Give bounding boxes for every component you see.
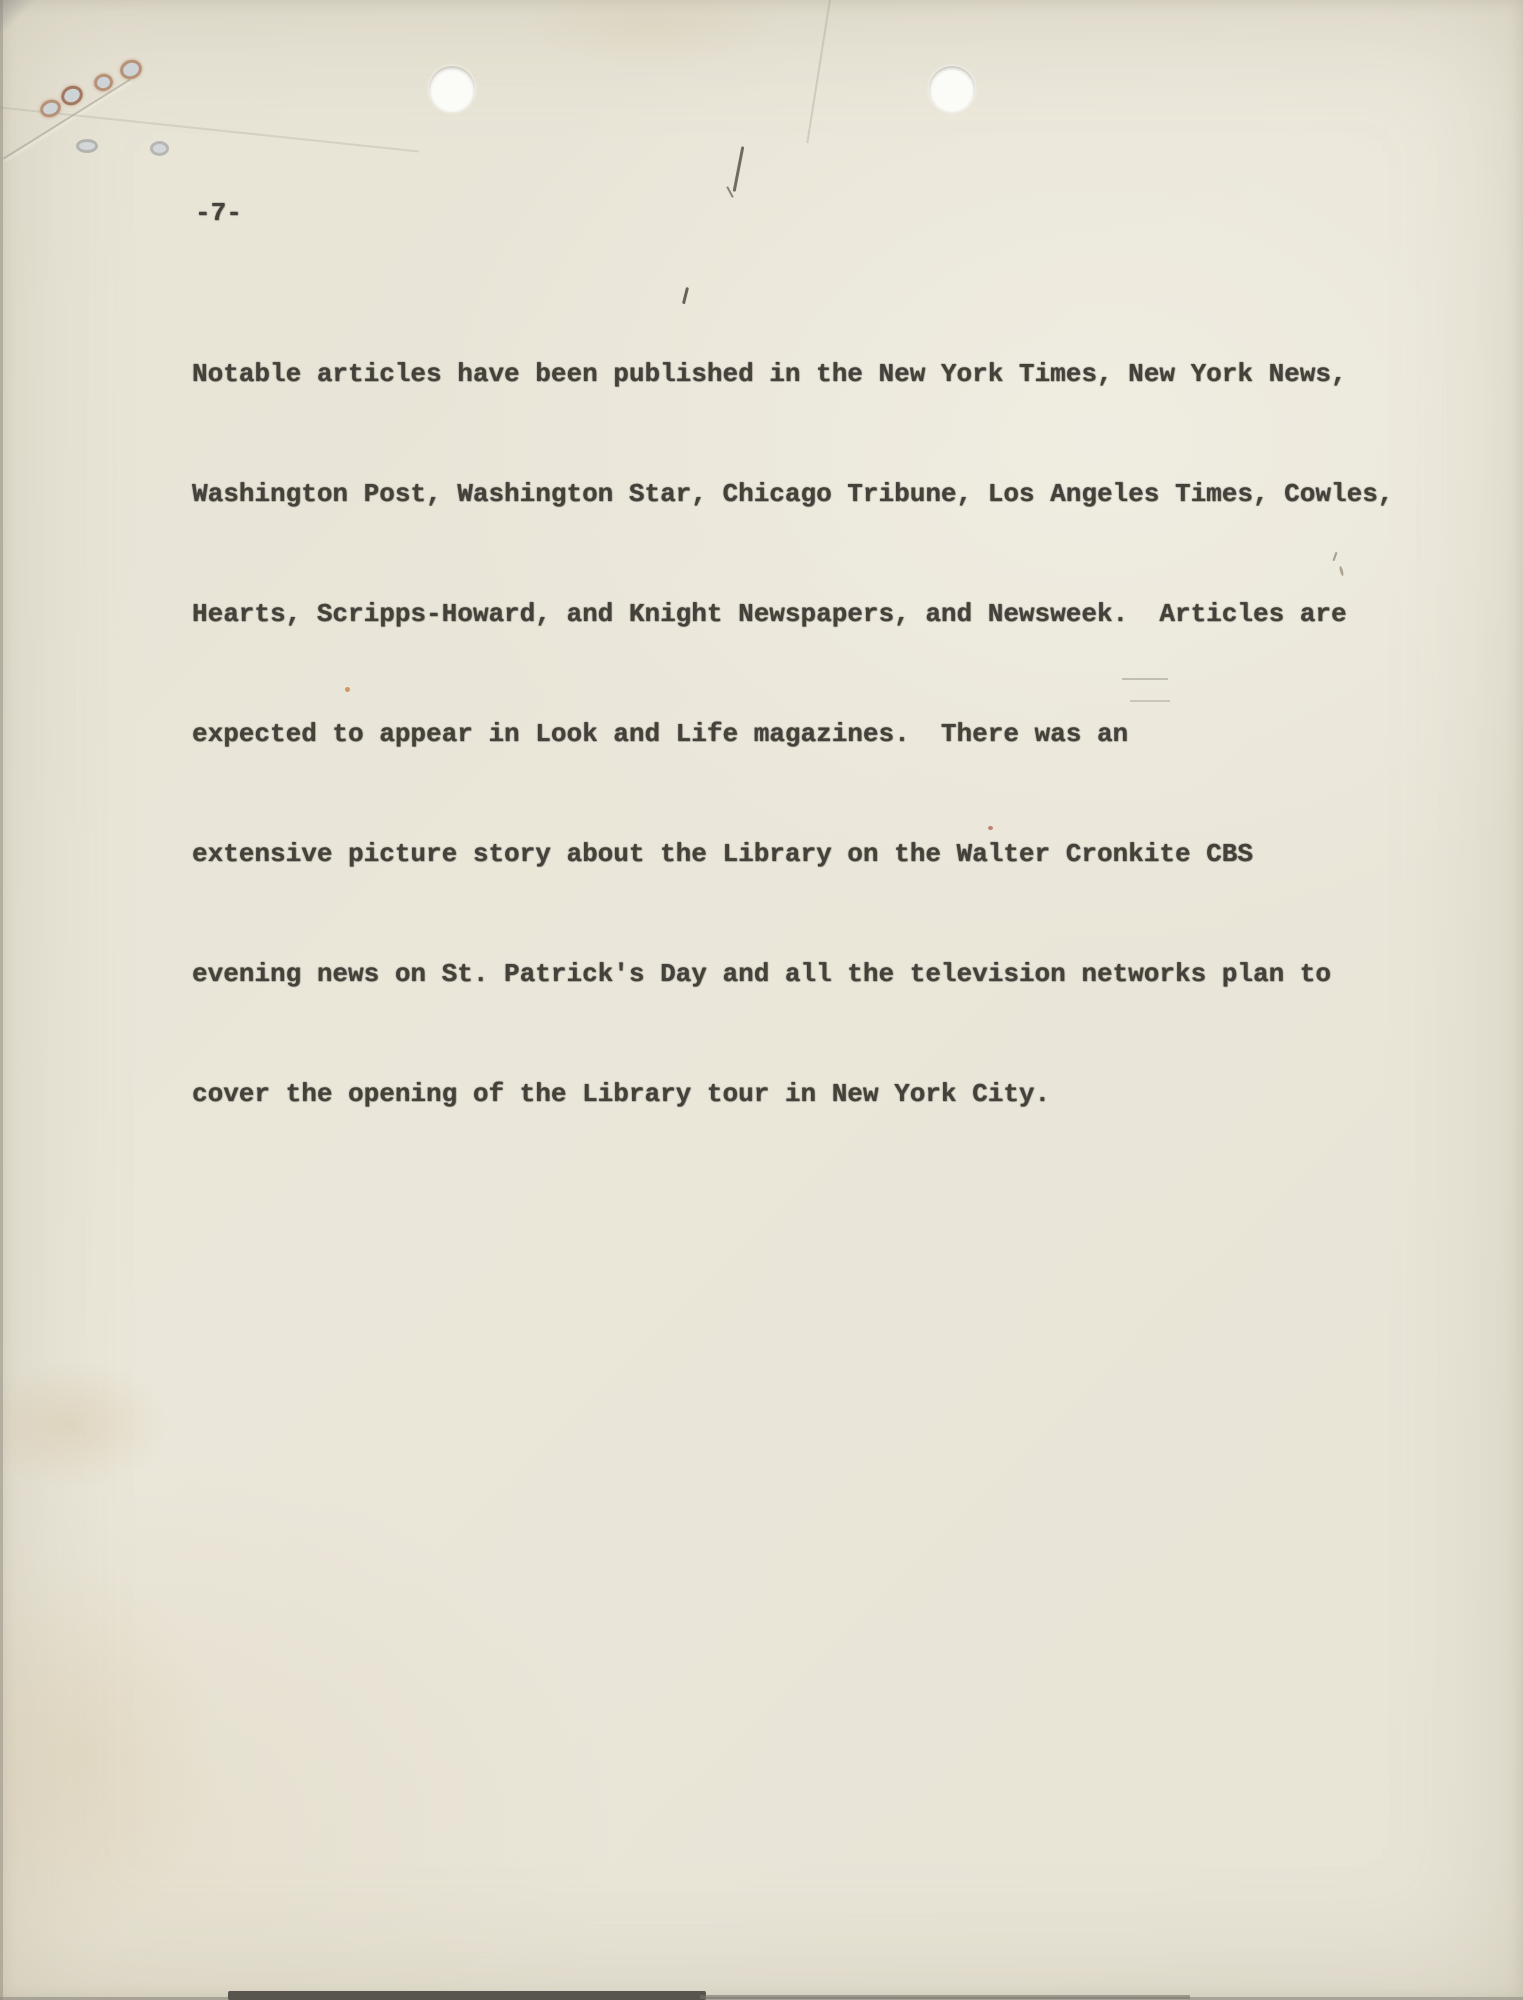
punch-hole-right bbox=[929, 66, 975, 112]
stain bbox=[0, 1360, 170, 1490]
scan-edge bbox=[700, 1995, 1190, 1999]
paragraph-line: expected to appear in Look and Life magazines. There was an bbox=[192, 719, 1129, 749]
scan-edge bbox=[228, 1991, 706, 2000]
staple-indent-mark bbox=[150, 141, 169, 156]
crease-line bbox=[806, 0, 831, 143]
paragraph-line: extensive picture story about the Library on the Walter Cronkite CBS bbox=[192, 839, 1253, 869]
paragraph-line: evening news on St. Patrick's Day and all the television networks plan to bbox=[192, 959, 1331, 989]
corner-fold bbox=[0, 0, 90, 90]
crease-line bbox=[0, 106, 419, 152]
body-paragraph bbox=[192, 284, 1393, 1184]
scan-edge bbox=[0, 0, 3, 2000]
stain bbox=[520, 0, 780, 70]
page-number: -7- bbox=[195, 198, 242, 228]
paragraph-line: Washington Post, Washington Star, Chicago Tribune, Los Angeles Times, Cowles, bbox=[192, 479, 1394, 509]
paragraph-line: cover the opening of the Library tour in New York City. bbox=[192, 1079, 1051, 1109]
pen-mark bbox=[733, 146, 744, 192]
rust-mark bbox=[38, 97, 64, 120]
paragraph-line: Hearts, Scripps-Howard, and Knight Newspapers, and Newsweek. Articles are bbox=[192, 599, 1347, 629]
stain bbox=[0, 1560, 220, 1940]
punch-hole-left bbox=[429, 66, 475, 112]
staple-indent-mark bbox=[76, 139, 98, 153]
rust-mark bbox=[117, 57, 144, 82]
paragraph-line: Notable articles have been published in the New York Times, New York News, bbox=[192, 359, 1347, 389]
